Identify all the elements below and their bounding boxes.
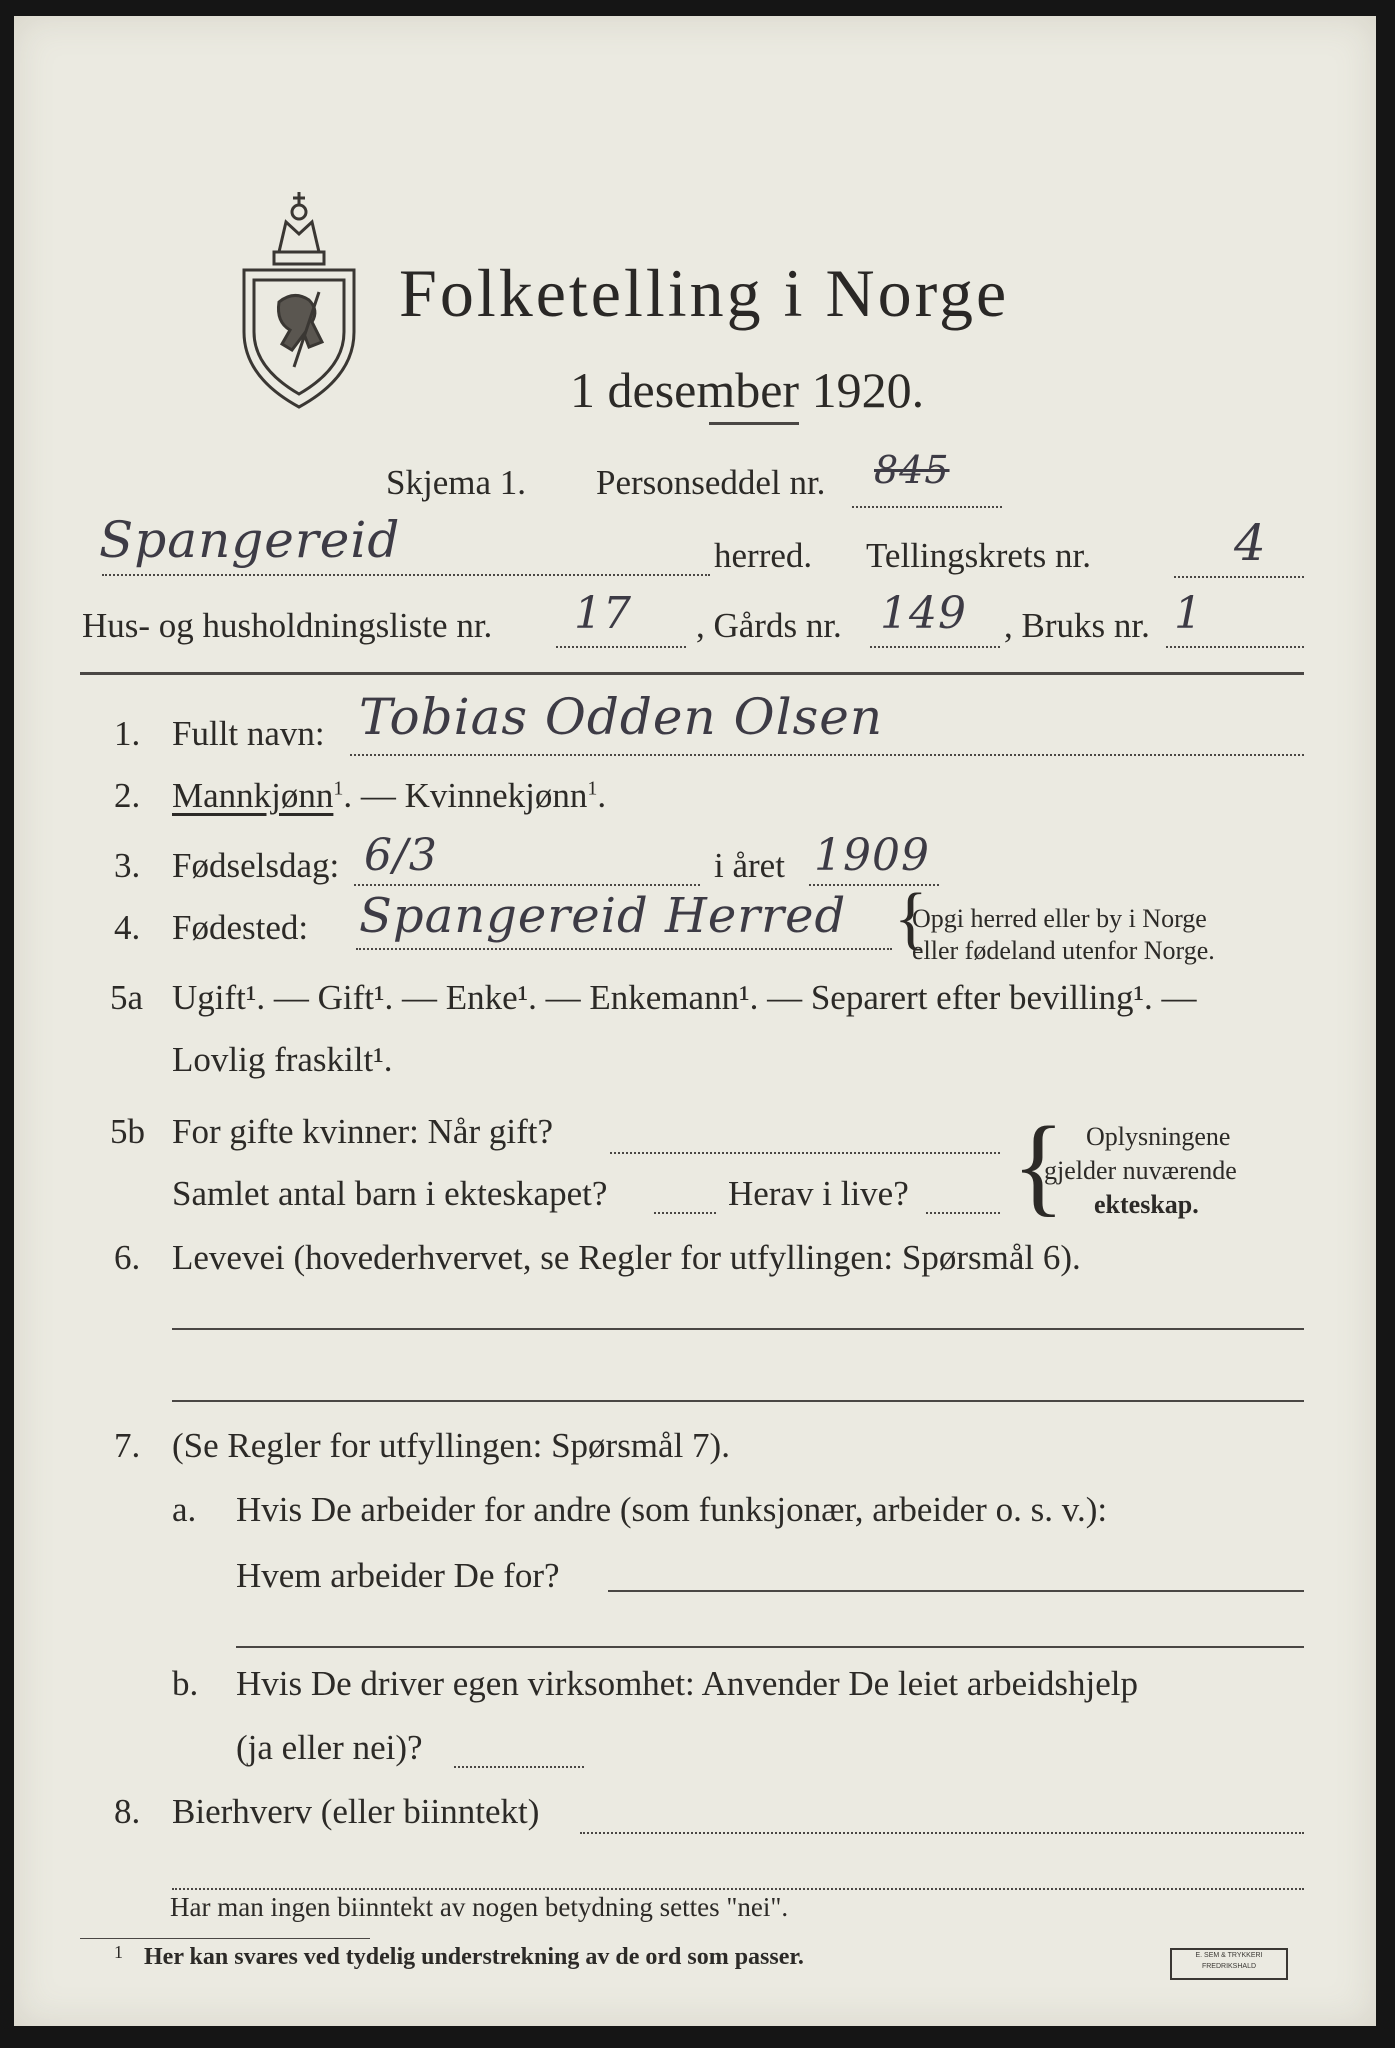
i-live-line [926,1212,1000,1214]
q6-answer-line2 [172,1400,1304,1402]
herred-value: Spangereid [99,511,401,569]
fodselsdag-line [354,884,700,886]
q4-note-line1: Opgi herred eller by i Norge [912,904,1207,933]
q8-number: 8. [114,1792,141,1831]
q5a-number: 5a [110,978,144,1017]
q2-number: 2. [114,776,141,815]
footnote-mark: 1 [114,1942,123,1962]
q5a-line1: Ugift¹. — Gift¹. — Enke¹. — Enkemann¹. — Separert efter bevilling¹. — [172,978,1197,1017]
bruks-value: 1 [1174,588,1203,639]
q6-answer-line1 [172,1328,1304,1330]
husholdningsliste-label: Hus- og husholdningsliste nr. [82,606,493,645]
mannkjonn-footnote-mark: 1 [333,777,344,800]
gards-label: , Gårds nr. [696,606,842,645]
husholdningsliste-value: 17 [574,588,632,639]
antal-barn-line [654,1212,716,1214]
q7a-answer-line2 [236,1646,1304,1648]
bruks-line [1166,646,1304,648]
fodested-line [356,948,892,950]
q2-sex-options [172,776,606,816]
q7-text: (Se Regler for utfyllingen: Spørsmål 7). [172,1426,730,1465]
q4-number: 4. [114,908,141,947]
bruks-label: , Bruks nr. [1004,606,1150,645]
q1-line [350,754,1304,756]
q7a-line1: Hvis De arbeider for andre (som funksjonær, arbeider o. s. v.): [236,1490,1108,1529]
q3-label: Fødselsdag: [172,846,340,885]
q5a-line2: Lovlig fraskilt¹. [172,1040,393,1079]
q5b-line2a: Samlet antal barn i ekteskapet? [172,1174,608,1213]
q5b-note3: ekteskap. [1094,1190,1199,1219]
page-title: Folketelling i Norge [399,255,1010,331]
footnote-text: Her kan svares ved tydelig understrekning av de ord som passer. [144,1944,804,1970]
q7a-answer-line1 [608,1590,1304,1592]
option-separator: . — [343,776,405,815]
full-name-value: Tobias Odden Olsen [359,688,884,746]
note-nei: Har man ingen biinntekt av nogen betydning settes "nei". [170,1892,789,1922]
header-divider [80,672,1304,675]
option-mannkjonn: Mannkjønn [172,776,334,815]
q1-number: 1. [114,714,141,753]
q7b-answer-line [454,1766,584,1768]
q7b-line2: (ja eller nei)? [236,1728,423,1767]
herred-line [102,574,710,576]
tellingskrets-line [1174,576,1304,578]
fodested-value: Spangereid Herred [359,888,847,944]
kvinnekjonn-footnote-mark: 1 [587,777,598,800]
norway-coat-of-arms-icon [224,182,374,412]
q7b-line1: Hvis De driver egen virksomhet: Anvender De leiet arbeidshjelp [236,1664,1138,1703]
q6-text: Levevei (hovederhvervet, se Regler for utfyllingen: Spørsmål 6). [172,1238,1081,1277]
fodselsdag-value: 6/3 [364,830,438,881]
tellingskrets-value: 4 [1234,514,1267,572]
q7a-marker: a. [172,1490,197,1529]
q5b-line1: For gifte kvinner: Når gift? [172,1112,554,1151]
option-kvinnekjonn: Kvinnekjønn [404,776,588,815]
aar-label: i året [714,846,785,885]
personseddel-value: 845 [874,448,950,492]
page-subtitle: 1 desember 1920. [570,362,925,418]
option-end: . [597,776,607,815]
q7-number: 7. [114,1426,141,1465]
title-divider [709,422,799,425]
q5b-note1: Oplysningene [1086,1122,1231,1151]
husholdningsliste-line [556,646,686,648]
personseddel-line [852,506,1002,508]
personseddel-label: Personseddel nr. [596,463,826,502]
printer-stamp [1170,1948,1288,1980]
printer-stamp-line2: FREDRIKSHALD [1201,1963,1257,1970]
q8-text: Bierhverv (eller biinntekt) [172,1792,540,1831]
q7b-marker: b. [172,1664,199,1703]
herred-label: herred. [714,536,813,575]
q6-number: 6. [114,1238,141,1277]
q1-label: Fullt navn: [172,714,325,753]
q4-label: Fødested: [172,908,309,947]
q4-brace: { [894,880,928,957]
footnote-divider [80,1938,370,1939]
q3-number: 3. [114,846,141,885]
q5b-brace: { [1012,1104,1065,1226]
printer-stamp-line1: E. SEM & TRYKKERI [1195,1952,1263,1959]
skjema-label: Skjema 1. [386,463,526,502]
tellingskrets-label: Tellingskrets nr. [866,536,1092,575]
q8-answer-line1 [580,1832,1304,1834]
q7a-line2: Hvem arbeider De for? [236,1556,560,1595]
q4-note-line2: eller fødeland utenfor Norge. [912,936,1215,965]
census-form-sheet [14,16,1376,2026]
q5b-line2b: Herav i live? [728,1174,909,1213]
q5b-number: 5b [110,1112,145,1151]
gards-line [870,646,1000,648]
q5b-note2: gjelder nuværende [1044,1156,1237,1185]
q8-answer-line2 [172,1888,1304,1890]
naar-gift-line [610,1152,1000,1154]
gards-value: 149 [880,588,967,639]
aar-value: 1909 [814,830,930,881]
